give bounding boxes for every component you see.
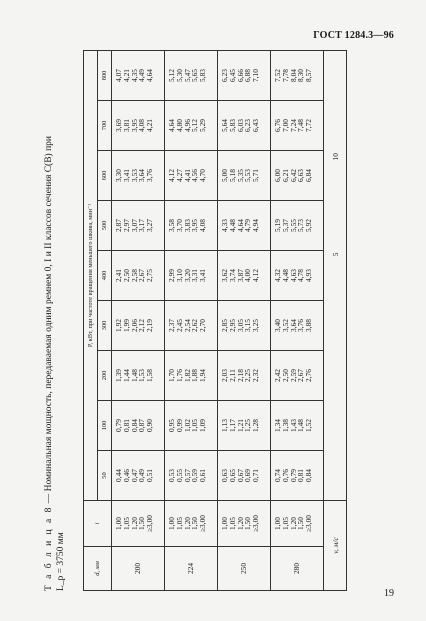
power-cell <box>218 251 271 301</box>
power-value: 1,70 <box>167 369 176 382</box>
power-value: 5,47 <box>182 69 192 82</box>
power-value: 4,00 <box>243 269 253 282</box>
power-cell <box>271 401 324 451</box>
power-cell <box>112 301 165 351</box>
power-value: 3,20 <box>182 269 192 282</box>
ratio-value: ≥3,00 <box>304 515 314 532</box>
power-value: 4,41 <box>182 169 192 182</box>
power-value: 4,78 <box>296 269 306 282</box>
power-header: P, кВт, при частоте вращения меньшего шкива, мин⁻¹ <box>84 50 98 500</box>
power-value: 5,83 <box>227 119 237 132</box>
power-value: 0,74 <box>273 469 282 482</box>
speed-header-200: 200 <box>98 351 112 401</box>
power-value: 0,71 <box>251 469 261 482</box>
power-cell <box>165 351 218 401</box>
power-cell <box>165 50 218 100</box>
power-value: 4,07 <box>114 69 123 82</box>
power-value: 4,35 <box>129 69 139 82</box>
power-value: 4,33 <box>220 219 229 232</box>
power-value: 3,31 <box>190 269 200 282</box>
power-value: 2,58 <box>129 269 139 282</box>
ratio-value: 1,00 <box>114 517 123 530</box>
power-value: 4,80 <box>174 119 184 132</box>
ratio-value: 1,20 <box>182 517 192 530</box>
power-value: 4,49 <box>137 69 147 82</box>
power-value: 4,21 <box>121 69 131 82</box>
ratio-value: 1,20 <box>235 517 245 530</box>
power-value: 5,53 <box>243 169 253 182</box>
power-value: 2,25 <box>243 369 253 382</box>
speed-label: v, м/с <box>324 501 347 591</box>
table-row <box>218 50 271 590</box>
power-value: 1,94 <box>198 369 208 382</box>
power-value: 7,72 <box>304 119 314 132</box>
power-value: 0,57 <box>182 469 192 482</box>
ratio-value: 1,50 <box>190 517 200 530</box>
power-cell <box>271 451 324 501</box>
power-value: 7,48 <box>296 119 306 132</box>
power-value: 1,25 <box>243 419 253 432</box>
power-value: 4,63 <box>288 269 298 282</box>
power-value: 1,53 <box>137 369 147 382</box>
power-value: 0,95 <box>167 419 176 432</box>
power-cell <box>271 151 324 201</box>
power-value: 3,95 <box>129 119 139 132</box>
power-value: 1,52 <box>304 419 314 432</box>
power-value: 4,96 <box>182 119 192 132</box>
power-value: 4,08 <box>198 219 208 232</box>
power-value: 4,08 <box>137 119 147 132</box>
power-value: 2,12 <box>137 319 147 332</box>
ratio-value: ≥3,00 <box>145 515 155 532</box>
power-cell <box>218 301 271 351</box>
power-value: 0,76 <box>280 469 290 482</box>
power-value: 5,64 <box>220 119 229 132</box>
speed-header-600: 600 <box>98 151 112 201</box>
ratio-cell <box>218 501 271 547</box>
power-value: 2,70 <box>198 319 208 332</box>
power-cell <box>112 451 165 501</box>
power-value: 3,53 <box>129 169 139 182</box>
power-value: 2,50 <box>280 369 290 382</box>
power-value: 2,76 <box>304 369 314 382</box>
power-value: 1,39 <box>114 369 123 382</box>
power-value: 0,51 <box>145 469 155 482</box>
power-value: 2,37 <box>167 319 176 332</box>
power-value: 4,32 <box>273 269 282 282</box>
power-value: 2,59 <box>288 369 298 382</box>
ratio-value: 1,00 <box>273 517 282 530</box>
power-value: 4,64 <box>145 69 155 82</box>
power-cell <box>165 301 218 351</box>
power-value: 7,52 <box>273 69 282 82</box>
power-value: 1,99 <box>121 319 131 332</box>
power-value: 2,32 <box>251 369 261 382</box>
power-value: 3,58 <box>167 219 176 232</box>
power-cell <box>112 151 165 201</box>
power-value: 2,87 <box>114 219 123 232</box>
power-value: 7,10 <box>251 69 261 82</box>
ratio-value: 1,00 <box>167 517 176 530</box>
table-title <box>43 51 67 591</box>
power-value: 2,99 <box>167 269 176 282</box>
power-value: 6,00 <box>273 169 282 182</box>
power-value: 1,34 <box>273 419 282 432</box>
power-value: 5,35 <box>235 169 245 182</box>
power-value: 0,44 <box>114 469 123 482</box>
ratio-cell <box>271 501 324 547</box>
power-value: 0,84 <box>304 469 314 482</box>
power-value: 7,78 <box>280 69 290 82</box>
power-value: 1,17 <box>227 419 237 432</box>
power-value: 1,44 <box>121 369 131 382</box>
power-value: 3,64 <box>137 169 147 182</box>
power-cell <box>112 351 165 401</box>
power-value: 3,88 <box>304 319 314 332</box>
power-value: 1,38 <box>280 419 290 432</box>
power-cell <box>271 50 324 100</box>
power-value: 0,67 <box>235 469 245 482</box>
ratio-value: 1,05 <box>174 517 184 530</box>
power-cell <box>218 401 271 451</box>
power-value: 4,64 <box>235 219 245 232</box>
power-value: 6,45 <box>227 69 237 82</box>
power-value: 2,18 <box>235 369 245 382</box>
diameter-cell: 280 <box>271 547 324 591</box>
power-value: 7,00 <box>280 119 290 132</box>
power-table <box>83 50 347 591</box>
ratio-value: ≥3,00 <box>251 515 261 532</box>
power-cell <box>112 251 165 301</box>
speed-mark-5: 5 <box>324 251 347 501</box>
power-cell <box>218 101 271 151</box>
power-value: 3,05 <box>235 319 245 332</box>
power-value: 3,69 <box>114 119 123 132</box>
power-value: 4,12 <box>251 269 261 282</box>
power-value: 6,23 <box>243 119 253 132</box>
power-value: 5,12 <box>190 119 200 132</box>
power-value: 2,45 <box>174 319 184 332</box>
diameter-cell: 250 <box>218 547 271 591</box>
power-value: 3,27 <box>145 219 155 232</box>
power-cell <box>218 151 271 201</box>
power-value: 6,66 <box>235 69 245 82</box>
power-value: 8,57 <box>304 69 314 82</box>
table-label: Т а б л и ц а 8 <box>44 505 54 591</box>
power-value: 0,84 <box>129 419 139 432</box>
power-value: 3,41 <box>121 169 131 182</box>
power-value: 6,23 <box>220 69 229 82</box>
power-value: 5,19 <box>273 219 282 232</box>
table-body <box>112 50 324 590</box>
power-value: 5,73 <box>296 219 306 232</box>
power-value: 3,10 <box>174 269 184 282</box>
power-value: 2,67 <box>137 269 147 282</box>
power-value: 2,50 <box>121 269 131 282</box>
power-value: 2,67 <box>296 369 306 382</box>
power-cell <box>165 451 218 501</box>
power-value: 3,70 <box>174 219 184 232</box>
ratio-value: 1,20 <box>129 517 139 530</box>
power-value: 4,70 <box>198 169 208 182</box>
power-value: 1,92 <box>114 319 123 332</box>
ratio-value: 1,20 <box>288 517 298 530</box>
speed-header-100: 100 <box>98 401 112 451</box>
power-value: 6,76 <box>273 119 282 132</box>
power-value: 8,04 <box>288 69 298 82</box>
power-cell <box>271 351 324 401</box>
power-value: 1,02 <box>182 419 192 432</box>
power-value: 0,55 <box>174 469 184 482</box>
power-value: 0,87 <box>137 419 147 432</box>
rotated-table-block <box>43 51 383 591</box>
power-value: 5,55 <box>288 219 298 232</box>
diameter-cell: 224 <box>165 547 218 591</box>
power-value: 2,97 <box>121 219 131 232</box>
power-cell <box>218 451 271 501</box>
power-value: 2,95 <box>227 319 237 332</box>
power-value: 2,11 <box>227 369 237 382</box>
page-number: 19 <box>384 588 394 599</box>
power-value: 1,13 <box>220 419 229 432</box>
power-value: 4,27 <box>174 169 184 182</box>
power-value: 0,59 <box>190 469 200 482</box>
power-value: 3,17 <box>137 219 147 232</box>
power-value: 3,76 <box>296 319 306 332</box>
speed-mark-10: 10 <box>324 50 347 250</box>
power-cell <box>165 151 218 201</box>
power-value: 5,12 <box>167 69 176 82</box>
power-value: 6,84 <box>304 169 314 182</box>
power-value: 3,83 <box>182 219 192 232</box>
power-value: 1,28 <box>251 419 261 432</box>
power-value: 1,82 <box>182 369 192 382</box>
power-value: 5,71 <box>251 169 261 182</box>
power-value: 0,65 <box>227 469 237 482</box>
power-value: 2,06 <box>129 319 139 332</box>
power-value: 1,76 <box>174 369 184 382</box>
power-value: 2,41 <box>114 269 123 282</box>
power-value: 6,03 <box>235 119 245 132</box>
ratio-value: 1,05 <box>280 517 290 530</box>
power-value: 2,62 <box>190 319 200 332</box>
power-cell <box>271 251 324 301</box>
power-cell <box>112 401 165 451</box>
table-row <box>165 50 218 590</box>
power-value: 2,03 <box>220 369 229 382</box>
power-value: 0,49 <box>137 469 147 482</box>
ratio-value: 1,50 <box>243 517 253 530</box>
power-value: 5,83 <box>198 69 208 82</box>
power-value: 3,52 <box>280 319 290 332</box>
table-row <box>271 50 324 590</box>
power-value: 4,79 <box>243 219 253 232</box>
power-value: 5,29 <box>198 119 208 132</box>
ratio-value: 1,05 <box>121 517 131 530</box>
speed-header-500: 500 <box>98 201 112 251</box>
power-value: 2,85 <box>220 319 229 332</box>
speed-header-700: 700 <box>98 101 112 151</box>
ratio-value: 1,50 <box>296 517 306 530</box>
ratio-value: 1,00 <box>220 517 229 530</box>
power-value: 0,81 <box>296 469 306 482</box>
power-cell <box>165 401 218 451</box>
ratio-cell <box>165 501 218 547</box>
power-value: 4,48 <box>280 269 290 282</box>
power-value: 2,75 <box>145 269 155 282</box>
col-header-d: d, мм <box>84 547 112 591</box>
power-value: 1,58 <box>145 369 155 382</box>
power-value: 1,05 <box>190 419 200 432</box>
diameter-cell: 200 <box>112 547 165 591</box>
power-cell <box>112 50 165 100</box>
table-formula: L_p = 3750 мм <box>56 532 66 591</box>
power-value: 0,61 <box>198 469 208 482</box>
power-value: 3,41 <box>198 269 208 282</box>
power-value: 3,76 <box>145 169 155 182</box>
power-value: 0,79 <box>288 469 298 482</box>
power-cell <box>271 101 324 151</box>
power-value: 8,30 <box>296 69 306 82</box>
power-value: 0,46 <box>121 469 131 482</box>
speed-header-400: 400 <box>98 251 112 301</box>
power-value: 5,00 <box>220 169 229 182</box>
ratio-value: 1,50 <box>137 517 147 530</box>
power-value: 5,37 <box>280 219 290 232</box>
power-value: 3,95 <box>190 219 200 232</box>
ratio-cell <box>112 501 165 547</box>
power-value: 4,94 <box>251 219 261 232</box>
power-value: 3,62 <box>220 269 229 282</box>
ratio-value: 1,05 <box>227 517 237 530</box>
power-value: 4,48 <box>227 219 237 232</box>
power-value: 1,48 <box>129 369 139 382</box>
power-cell <box>165 251 218 301</box>
power-cell <box>165 201 218 251</box>
power-value: 1,88 <box>190 369 200 382</box>
power-value: 0,81 <box>121 419 131 432</box>
power-value: 2,42 <box>273 369 282 382</box>
power-value: 4,21 <box>145 119 155 132</box>
power-value: 6,88 <box>243 69 253 82</box>
power-value: 5,18 <box>227 169 237 182</box>
power-cell <box>165 101 218 151</box>
power-value: 1,09 <box>198 419 208 432</box>
speed-header-50: 50 <box>98 451 112 501</box>
power-value: 6,21 <box>280 169 290 182</box>
power-value: 1,48 <box>296 419 306 432</box>
power-value: 3,40 <box>273 319 282 332</box>
ratio-value: ≥3,00 <box>198 515 208 532</box>
power-value: 3,30 <box>114 169 123 182</box>
table-row <box>112 50 165 590</box>
power-value: 6,63 <box>296 169 306 182</box>
power-cell <box>218 50 271 100</box>
col-header-i: i <box>84 501 112 547</box>
power-cell <box>218 201 271 251</box>
power-value: 4,93 <box>304 269 314 282</box>
power-value: 3,81 <box>121 119 131 132</box>
power-cell <box>271 301 324 351</box>
power-cell <box>112 101 165 151</box>
speed-footer-row <box>324 50 347 590</box>
power-value: 4,56 <box>190 169 200 182</box>
speed-header-300: 300 <box>98 301 112 351</box>
power-value: 0,47 <box>129 469 139 482</box>
power-value: 4,64 <box>167 119 176 132</box>
power-value: 0,90 <box>145 419 155 432</box>
table-caption: — Номинальная мощность, передаваемая одним ремнем 0, I и II классов сечения C(B) при <box>44 136 54 504</box>
power-value: 3,74 <box>227 269 237 282</box>
power-value: 4,12 <box>167 169 176 182</box>
document-header: ГОСТ 1284.3—96 <box>313 30 394 41</box>
power-value: 3,07 <box>129 219 139 232</box>
power-value: 5,30 <box>174 69 184 82</box>
power-value: 3,15 <box>243 319 253 332</box>
power-value: 5,65 <box>190 69 200 82</box>
power-value: 5,92 <box>304 219 314 232</box>
power-value: 2,19 <box>145 319 155 332</box>
power-value: 0,53 <box>167 469 176 482</box>
power-value: 3,25 <box>251 319 261 332</box>
power-value: 3,87 <box>235 269 245 282</box>
power-value: 0,63 <box>220 469 229 482</box>
power-value: 7,24 <box>288 119 298 132</box>
power-value: 3,64 <box>288 319 298 332</box>
power-value: 1,21 <box>235 419 245 432</box>
power-value: 2,54 <box>182 319 192 332</box>
speed-header-800: 800 <box>98 50 112 100</box>
power-value: 0,99 <box>174 419 184 432</box>
power-value: 1,43 <box>288 419 298 432</box>
power-value: 0,79 <box>114 419 123 432</box>
power-value: 0,69 <box>243 469 253 482</box>
power-cell <box>218 351 271 401</box>
power-value: 6,42 <box>288 169 298 182</box>
power-cell <box>271 201 324 251</box>
power-value: 6,43 <box>251 119 261 132</box>
power-cell <box>112 201 165 251</box>
